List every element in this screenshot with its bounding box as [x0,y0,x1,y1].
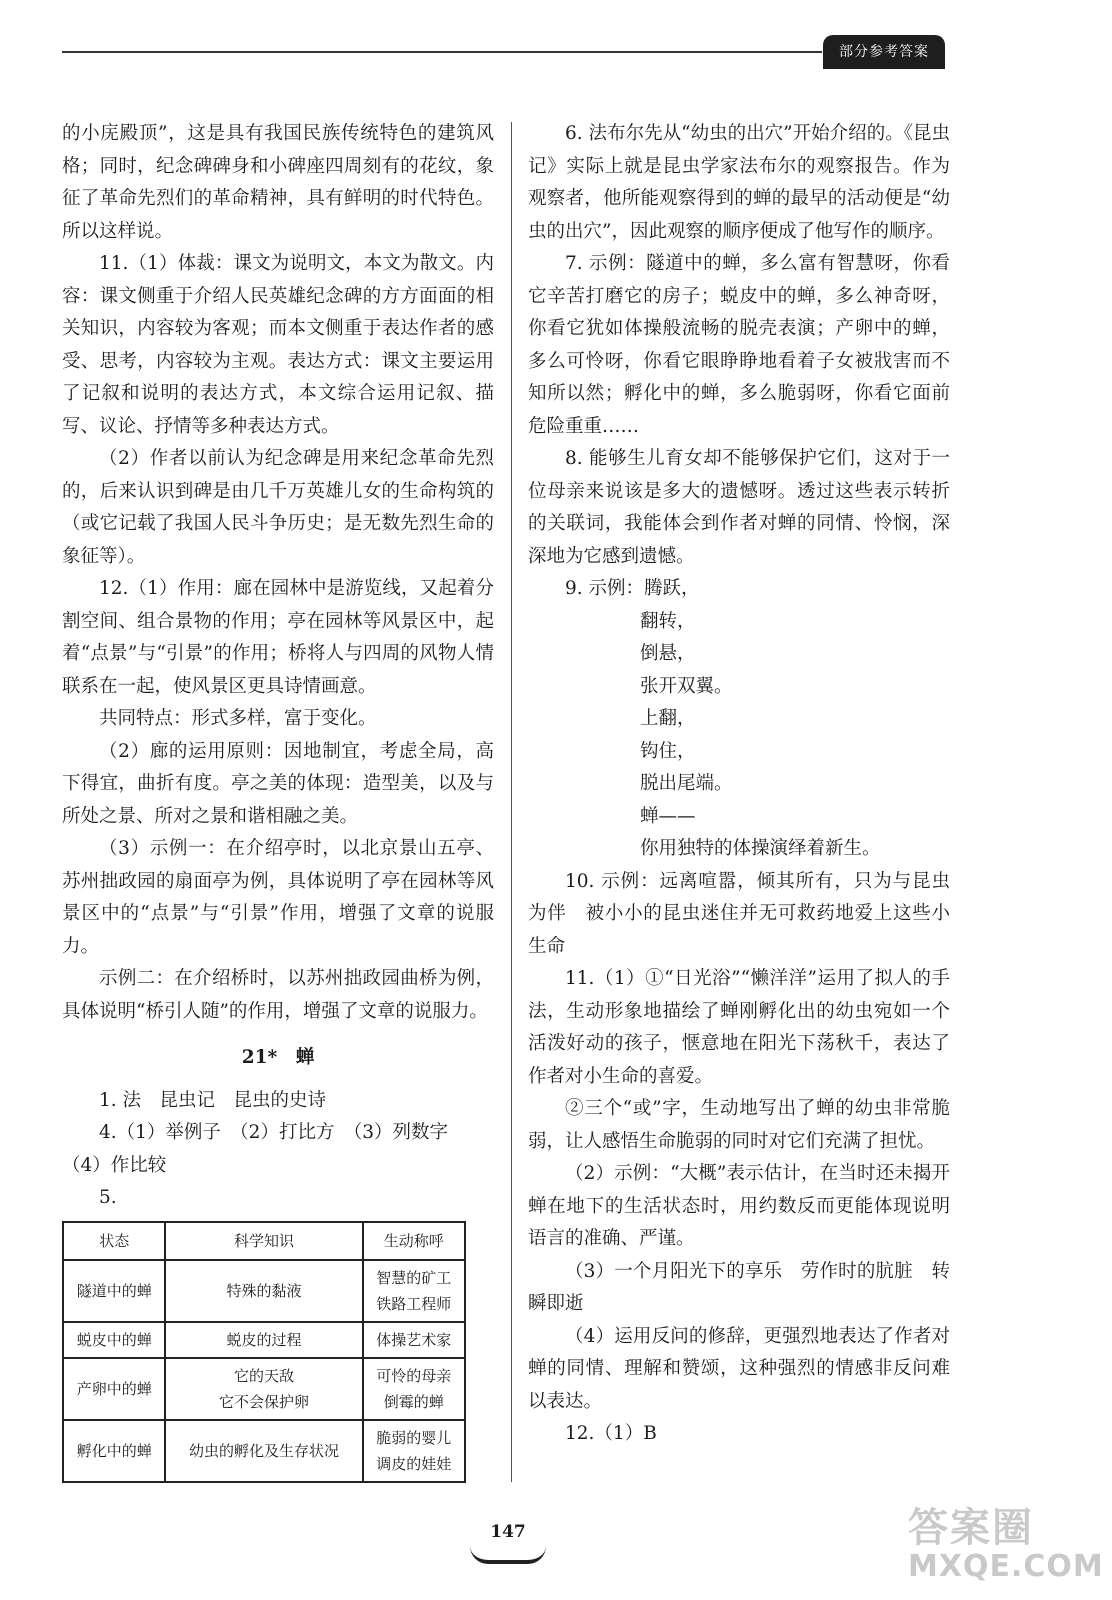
right-para-11-3: （2）示例：“大概”表示估计，在当时还未揭开蝉在地下的生活状态时，用约数反而更能体现说明语言的准确、严谨。 [528,1163,950,1249]
table-header: 科学知识 [165,1222,362,1260]
right-para-10: 10. 示例：远离喧嚣，倾其所有，只为与昆虫为伴 被小小的昆虫迷住并无可救药地爱上这些小生命 [528,870,950,957]
cicada-table [62,1221,466,1483]
poem-line: 你用独特的体操演绎着新生。 [640,838,881,859]
footer-arc [470,1546,546,1564]
poem-line: 张开双翼。 [640,675,733,697]
page-number: 147 [490,1522,526,1542]
header-tab: 部分参考答案 [823,35,945,69]
answer-4-cont: （4）作比较 [62,1154,167,1176]
right-para-6: 6. 法布尔先从“幼虫的出穴”开始介绍的。《昆虫记》实际上就是昆虫学家法布尔的观察报告。作为观察者，他所能观察得到的蝉的最早的活动便是“幼虫的出穴”，因此观察的顺序便成了他写作的顺序。 [528,123,950,242]
left-para-6: （3）示例一：在介绍亭时，以北京景山五亭、苏州拙政园的扇面亭为例，具体说明了亭在园林等风景区中的“点景”与“引景”作用，增强了文章的说服力。 [62,838,494,957]
poem-line: 蝉—— [640,805,696,827]
table-row [63,1358,465,1420]
table-row [63,1322,465,1358]
table-row [63,1420,465,1482]
watermark-logo [908,1496,1108,1584]
left-para-1: 11.（1）体裁：课文为说明文，本文为散文。内容：课文侧重于介绍人民英雄纪念碑的方方面面的相关知识，内容较为客观；而本文侧重于表达作者的感受、思考，内容较为主观。表达方式：课文主要运用了记叙和说明的表达方式，本文综合运用记叙、描写、议论、抒情等多种表达方式。 [62,253,494,437]
table-cell: 体操艺术家 [363,1322,465,1358]
table-cell: 产卵中的蝉 [63,1358,165,1420]
answer-1: 1. 法 昆虫记 昆虫的史诗 [99,1089,327,1111]
watermark-line-1: 答案圈 [908,1505,1034,1551]
table-cell: 隧道中的蝉 [63,1260,165,1322]
right-para-7: 7. 示例：隧道中的蝉，多么富有智慧呀，你看它辛苦打磨它的房子；蜕皮中的蝉，多么神奇呀，你看它犹如体操般流畅的脱壳表演；产卵中的蝉，多么可怜呀，你看它眼睁睁地看着子女被戕害而不知所以然；孵化中的蝉，多么脆弱呀，你看它面前危险重重…… [528,253,950,437]
right-para-11-2: ②三个“或”字，生动地写出了蝉的幼虫非常脆弱，让人感悟生命脆弱的同时对它们充满了担忧。 [528,1098,950,1152]
right-para-11-4: （3）一个月阳光下的享乐 劳作时的肮脏 转瞬即逝 [528,1260,950,1314]
table-cell: 脆弱的婴儿 调皮的娃娃 [363,1420,465,1482]
table-header: 生动称呼 [363,1222,465,1260]
poem-line: 上翻， [640,708,696,729]
left-para-5: （2）廊的运用原则：因地制宜，考虑全局，高下得宜，曲折有度。亭之美的体现：造型美，以及与所处之景、所对之景和谐相融之美。 [62,740,494,827]
right-para-11-5: （4）运用反问的修辞，更强烈地表达了作者对蝉的同情、理解和赞颂，这种强烈的情感非反问难以表达。 [528,1325,950,1412]
table-cell: 智慧的矿工 铁路工程师 [363,1260,465,1322]
left-para-4: 共同特点：形式多样，富于变化。 [99,708,377,729]
poem-line: 倒悬， [640,643,696,664]
table-row [63,1260,465,1322]
left-para-7: 示例二：在介绍桥时，以苏州拙政园曲桥为例，具体说明“桥引人随”的作用，增强了文章的说服力。 [62,968,494,1022]
table-cell: 孵化中的蝉 [63,1420,165,1482]
right-para-11: 11.（1）①“日光浴”“懒洋洋”运用了拟人的手法，生动形象地描绘了蝉刚孵化出的幼虫宛如一个活泼好动的孩子，惬意地在阳光下荡秋千，表达了作者对小生命的喜爱。 [528,968,950,1087]
table-cell: 特殊的黏液 [165,1260,362,1322]
right-para-12: 12.（1）B [565,1423,657,1444]
section-title: 21* 蝉 [241,1047,315,1068]
left-para-0: 的小庑殿顶”，这是具有我国民族传统特色的建筑风格；同时，纪念碑碑身和小碑座四周刻有的花纹，象征了革命先烈们的革命精神，具有鲜明的时代特色。所以这样说。 [62,123,494,242]
right-para-9: 9. 示例：腾跃， [565,578,700,599]
table-cell: 它的天敌 它不会保护卵 [165,1358,362,1420]
right-para-8: 8. 能够生儿育女却不能够保护它们，这对于一位母亲来说该是多大的遗憾呀。透过这些表示转折的关联词，我能体会到作者对蝉的同情、怜悯，深深地为它感到遗憾。 [528,448,950,567]
table-cell: 可怜的母亲 倒霉的蝉 [363,1358,465,1420]
right-column [528,118,950,1451]
watermark-line-2: MXQE.COM [908,1549,1104,1584]
left-para-2: （2）作者以前认为纪念碑是用来纪念革命先烈的，后来认识到碑是由几千万英雄儿女的生命构筑的（或它记载了我国人民斗争历史；是无数先烈生命的象征等）。 [62,448,494,567]
answer-5: 5. [99,1187,117,1208]
table-cell: 蜕皮的过程 [165,1322,362,1358]
page-footer [468,1518,548,1562]
column-divider [511,122,512,1482]
table-header-row [63,1222,465,1260]
table-cell: 幼虫的孵化及生存状况 [165,1420,362,1482]
left-para-3: 12.（1）作用：廊在园林中是游览线，又起着分割空间、组合景物的作用；亭在园林等风景区中，起着“点景”与“引景”的作用；桥将人与四周的风物人情联系在一起，使风景区更具诗情画意。 [62,578,494,697]
header-rule [62,51,822,53]
poem-line: 脱出尾端。 [640,773,733,794]
poem-line: 钩住， [640,740,696,762]
table-header: 状态 [63,1222,165,1260]
left-column [62,118,494,1483]
poem-line: 翻转， [640,610,696,632]
answer-4: 4.（1）举例子 （2）打比方 （3）列数字 [99,1122,448,1143]
table-cell: 蜕皮中的蝉 [63,1322,165,1358]
